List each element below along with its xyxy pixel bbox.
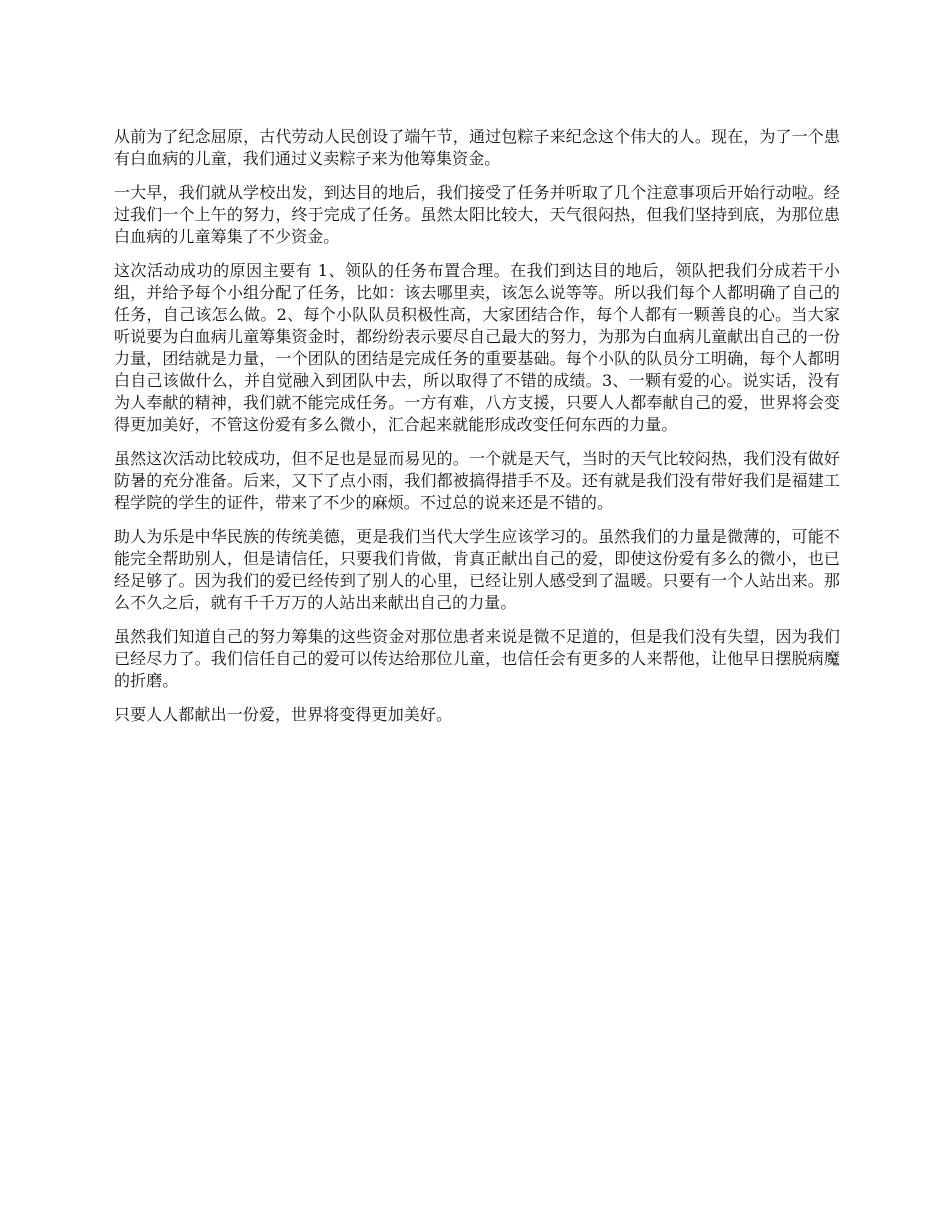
document-body — [114, 126, 840, 738]
paragraph-7: 只要人人都献出一份爱，世界将变得更加美好。 — [114, 705, 453, 724]
paragraph-1: 从前为了纪念屈原，古代劳动人民创设了端午节，通过包粽子来纪念这个伟大的人。现在，为了一个患有白血病的儿童，我们通过义卖粽子来为他筹集资金。 — [114, 127, 840, 168]
paragraph-2: 一大早，我们就从学校出发，到达目的地后，我们接受了任务并听取了几个注意事项后开始行动啦。经过我们一个上午的努力，终于完成了任务。虽然太阳比较大，天气很闷热，但我们坚持到底，为那位患白血病的儿童筹集了不少资金。 — [114, 183, 840, 246]
paragraph-5: 助人为乐是中华民族的传统美德，更是我们当代大学生应该学习的。虽然我们的力量是微薄的，可能不能完全帮助别人，但是请信任，只要我们肯做，肯真正献出自己的爱，即使这份爱有多么的微小，也已经足够了。因为我们的爱已经传到了别人的心里，已经让别人感受到了温暖。只要有一个人站出来。那么不久之后，就有千千万万的人站出来献出自己的力量。 — [114, 527, 840, 612]
paragraph-6: 虽然我们知道自己的努力筹集的这些资金对那位患者来说是微不足道的，但是我们没有失望，因为我们已经尽力了。我们信任自己的爱可以传达给那位儿童，也信任会有更多的人来帮他，让他早日摆脱病魔的折磨。 — [114, 627, 840, 690]
paragraph-4: 虽然这次活动比较成功，但不足也是显而易见的。一个就是天气，当时的天气比较闷热，我们没有做好防暑的充分准备。后来，又下了点小雨，我们都被搞得措手不及。还有就是我们没有带好我们是福建工程学院的学生的证件，带来了不少的麻烦。不过总的说来还是不错的。 — [114, 449, 840, 512]
paragraph-3: 这次活动成功的原因主要有 1、领队的任务布置合理。在我们到达目的地后，领队把我们分成若干小组，并给予每个小组分配了任务，比如：该去哪里卖，该怎么说等等。所以我们每个人都明确了自己的任务，自己该怎么做。2、每个小队队员积极性高，大家团结合作，每个人都有一颗善良的心。当大家听说要为白血病儿童筹集资金时，都纷纷表示要尽自己最大的努力，为那为白血病儿童献出自己的一份力量，团结就是力量，一个团队的团结是完成任务的重要基础。每个小队的队员分工明确，每个人都明白自己该做什么，并自觉融入到团队中去，所以取得了不错的成绩。3、一颗有爱的心。说实话，没有为人奉献的精神，我们就不能完成任务。一方有难，八方支援，只要人人都奉献自己的爱，世界将会变得更加美好，不管这份爱有多么微小，汇合起来就能形成改变任何东西的力量。 — [114, 261, 840, 434]
